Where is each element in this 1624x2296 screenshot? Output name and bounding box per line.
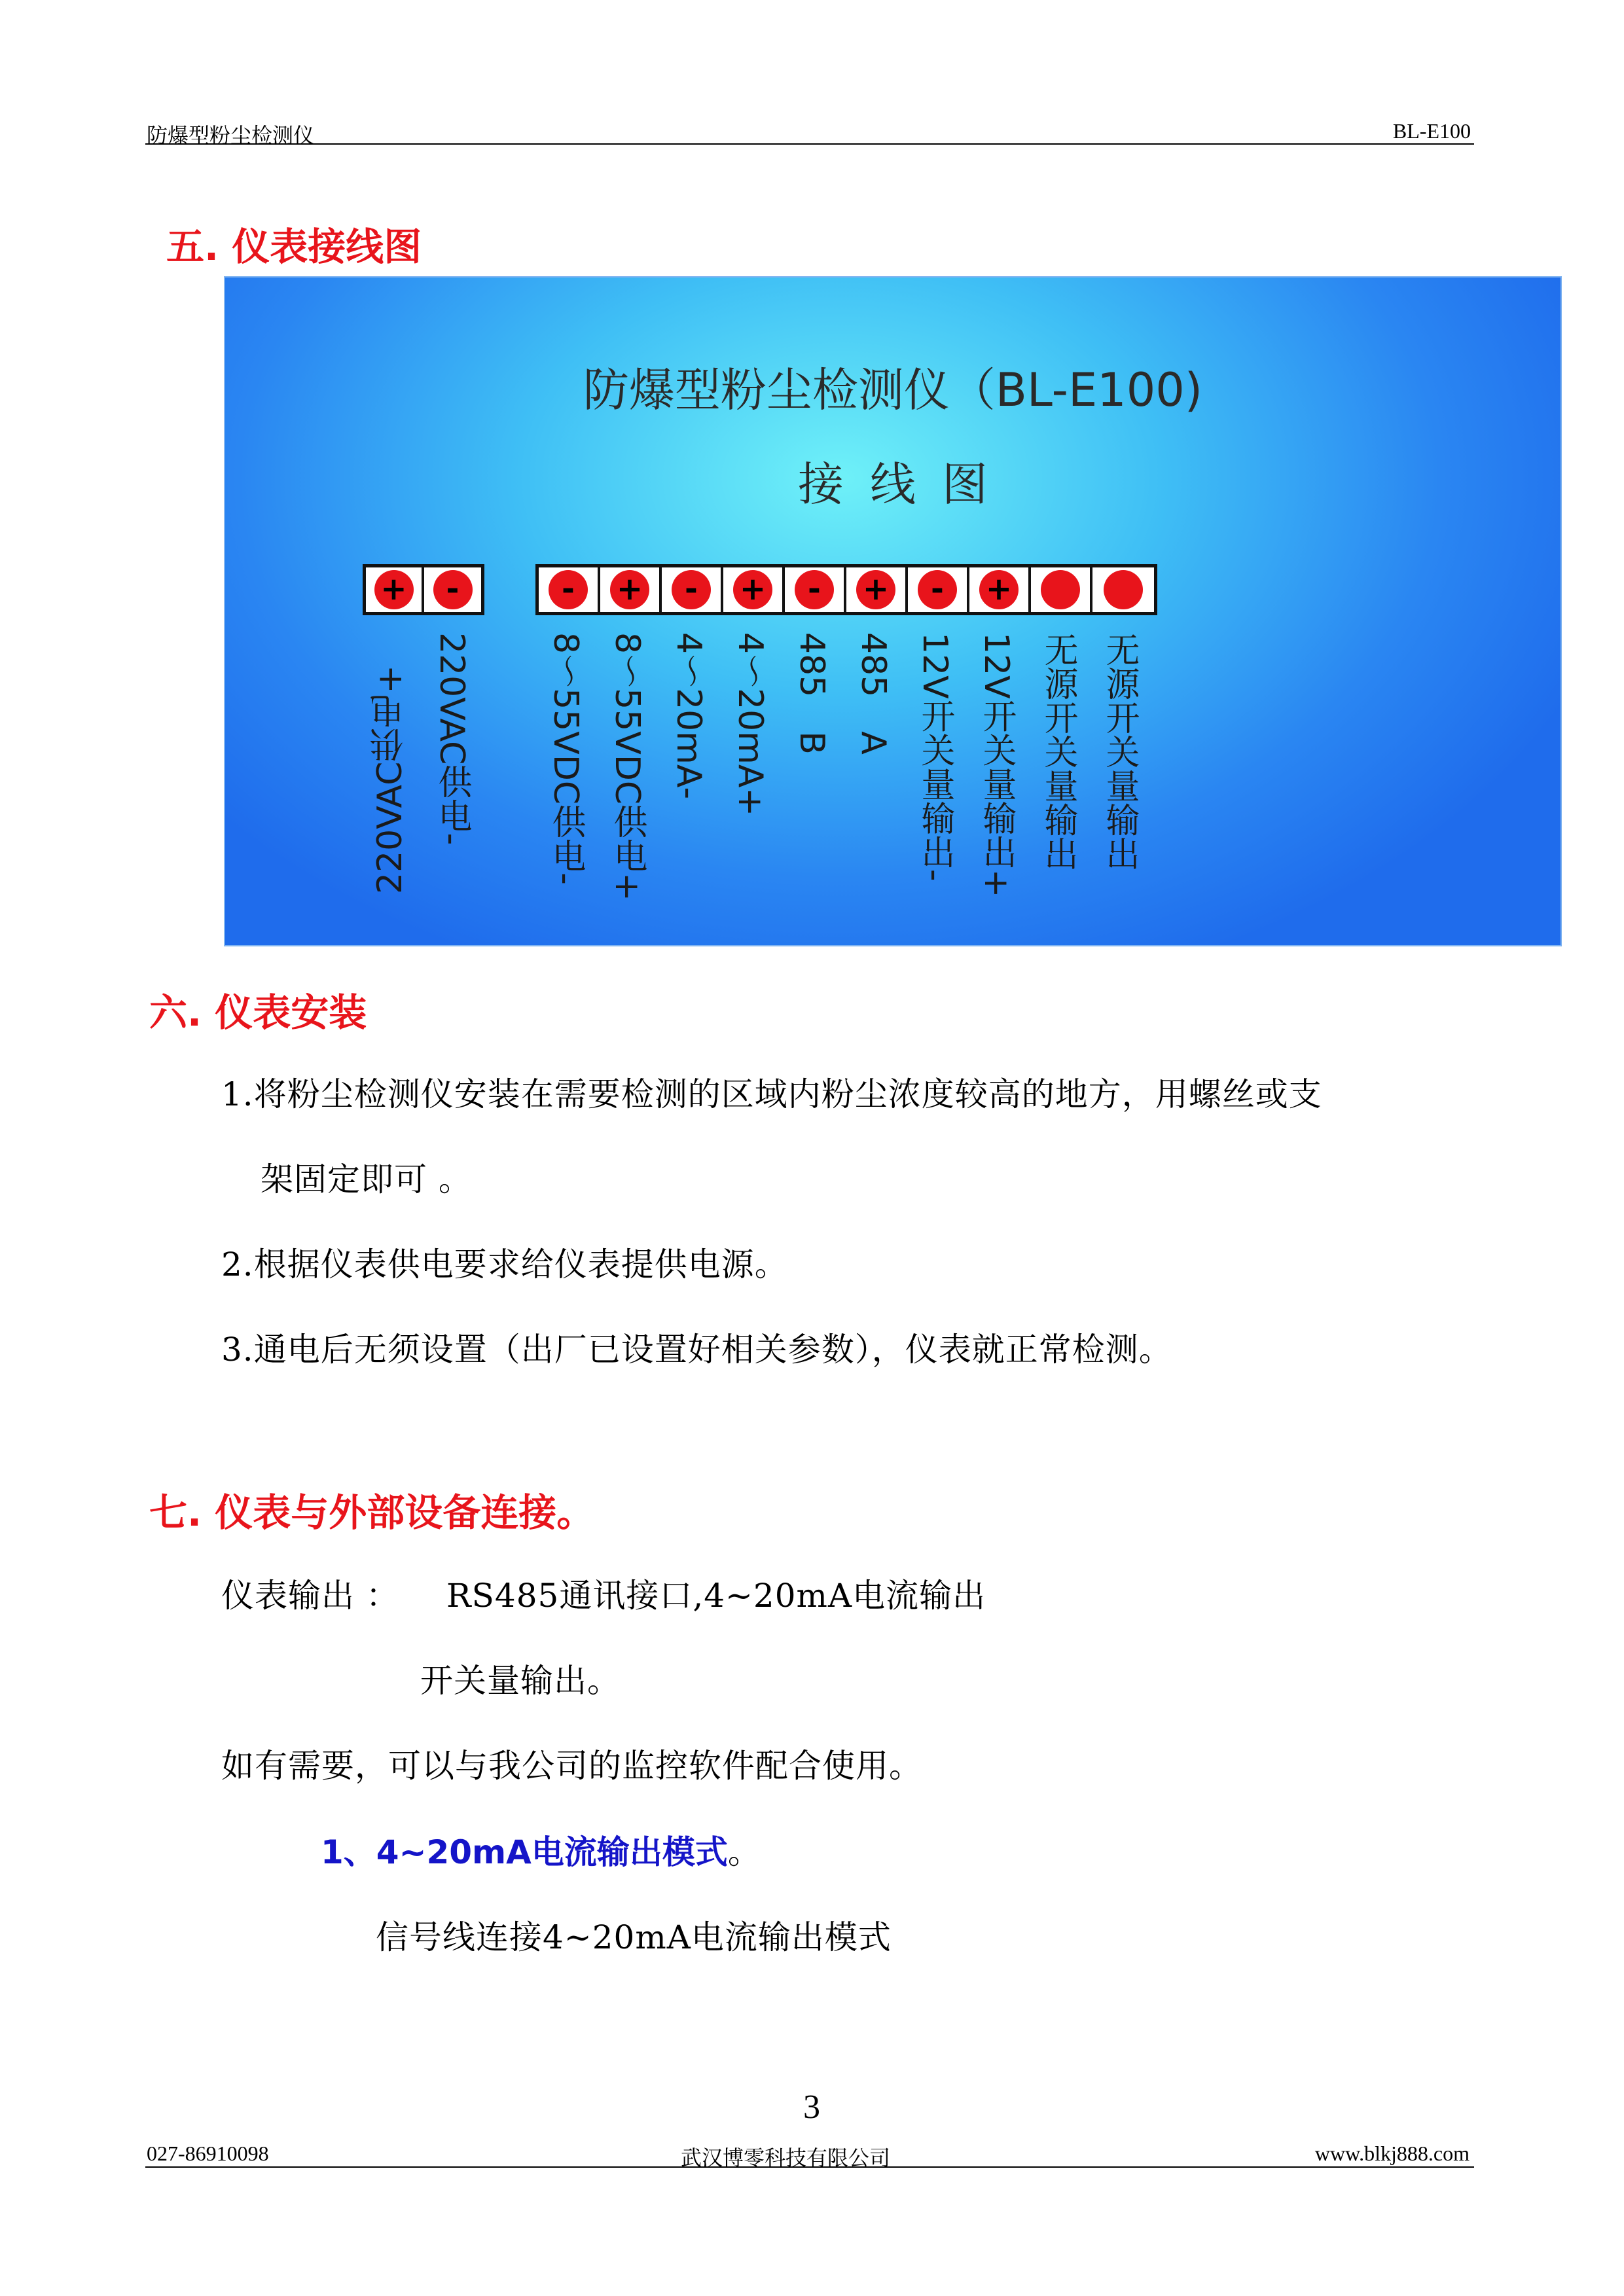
header-model: BL-E100 [1392, 119, 1471, 143]
header-title: 防爆型粉尘检测仪 [147, 123, 315, 148]
terminal-screw-icon: - [672, 570, 711, 609]
terminal-12v-minus [908, 567, 969, 612]
label-485-b: 485 B [792, 632, 831, 755]
terminal-passive-1 [1031, 567, 1092, 612]
section6-heading: 六. 仪表安装 [149, 990, 367, 1035]
install-item-1-cont: 架固定即可 。 [261, 1160, 472, 1198]
label-passive-1: 无源开关量输出 [1038, 632, 1077, 870]
section7-heading: 七. 仪表与外部设备连接。 [149, 1490, 595, 1535]
label-dc-minus: 8～55VDC供电- [546, 632, 585, 885]
current-mode-text: 信号线连接4~20mA电流输出模式 [376, 1918, 892, 1956]
output-value-2: 开关量输出。 [420, 1662, 621, 1700]
terminal-485-b [785, 567, 846, 612]
diagram-subtitle: 接线图 [798, 457, 1014, 511]
terminal-ac-minus [424, 567, 481, 612]
section5-heading: 五. 仪表接线图 [166, 224, 422, 269]
terminal-screw-icon [1041, 570, 1080, 609]
footer-company: 武汉博零科技有限公司 [681, 2145, 891, 2170]
label-12v-minus: 12V开关量输出- [915, 632, 954, 882]
terminal-ma-plus [723, 567, 785, 612]
terminal-passive-2 [1092, 567, 1154, 612]
terminal-12v-plus [969, 567, 1031, 612]
footer-phone: 027-86910098 [147, 2142, 269, 2165]
install-item-3: 3.通电后无须设置（出厂已设置好相关参数），仪表就正常检测。 [221, 1331, 1172, 1369]
footer-website[interactable]: www.blkj888.com [1314, 2142, 1470, 2165]
terminal-screw-icon: - [433, 570, 473, 609]
terminal-screw-icon: - [918, 570, 957, 609]
terminal-screw-icon [1104, 570, 1143, 609]
label-ma-minus: 4～20mA- [669, 632, 708, 800]
terminal-ma-minus [662, 567, 723, 612]
output-value: RS485通讯接口,4~20mA电流输出 [446, 1577, 986, 1615]
install-item-1: 1.将粉尘检测仪安装在需要检测的区域内粉尘浓度较高的地方，用螺丝或支 [221, 1075, 1322, 1113]
terminal-screw-icon: + [856, 570, 895, 609]
terminal-ac-plus [366, 567, 424, 612]
terminal-dc-plus [600, 567, 662, 612]
header-rule [145, 143, 1474, 145]
label-passive-2: 无源开关量输出 [1100, 632, 1139, 870]
wiring-diagram [224, 276, 1562, 946]
label-ac-plus: 220VAC供电+ [370, 664, 410, 894]
footer-rule [145, 2166, 1474, 2168]
label-485-a: 485 A [854, 632, 893, 755]
terminal-485-a [846, 567, 908, 612]
signal-terminal-block [535, 564, 1157, 615]
software-note: 如有需要，可以与我公司的监控软件配合使用。 [221, 1747, 922, 1785]
current-mode-suffix: 。 [727, 1833, 761, 1871]
label-dc-plus: 8～55VDC供电+ [607, 632, 647, 901]
terminal-screw-icon: + [979, 570, 1019, 609]
label-ma-plus: 4～20mA+ [731, 632, 770, 817]
install-item-2: 2.根据仪表供电要求给仪表提供电源。 [221, 1246, 788, 1283]
terminal-screw-icon: + [733, 570, 772, 609]
diagram-title: 防爆型粉尘检测仪（BL-E100) [583, 363, 1203, 417]
terminal-screw-icon: + [610, 570, 649, 609]
current-mode-heading [321, 1826, 761, 1873]
terminal-screw-icon: - [549, 570, 588, 609]
current-mode-title: 1、4~20mA电流输出模式 [321, 1833, 728, 1871]
label-ac-minus: 220VAC供电- [432, 632, 471, 846]
terminal-screw-icon: + [374, 570, 414, 609]
page-number: 3 [803, 2089, 820, 2126]
ac-terminal-block [363, 564, 484, 615]
label-12v-plus: 12V开关量输出+ [977, 632, 1016, 898]
terminal-screw-icon: - [795, 570, 834, 609]
terminal-dc-minus [539, 567, 600, 612]
output-label: 仪表输出 ： [221, 1577, 399, 1615]
